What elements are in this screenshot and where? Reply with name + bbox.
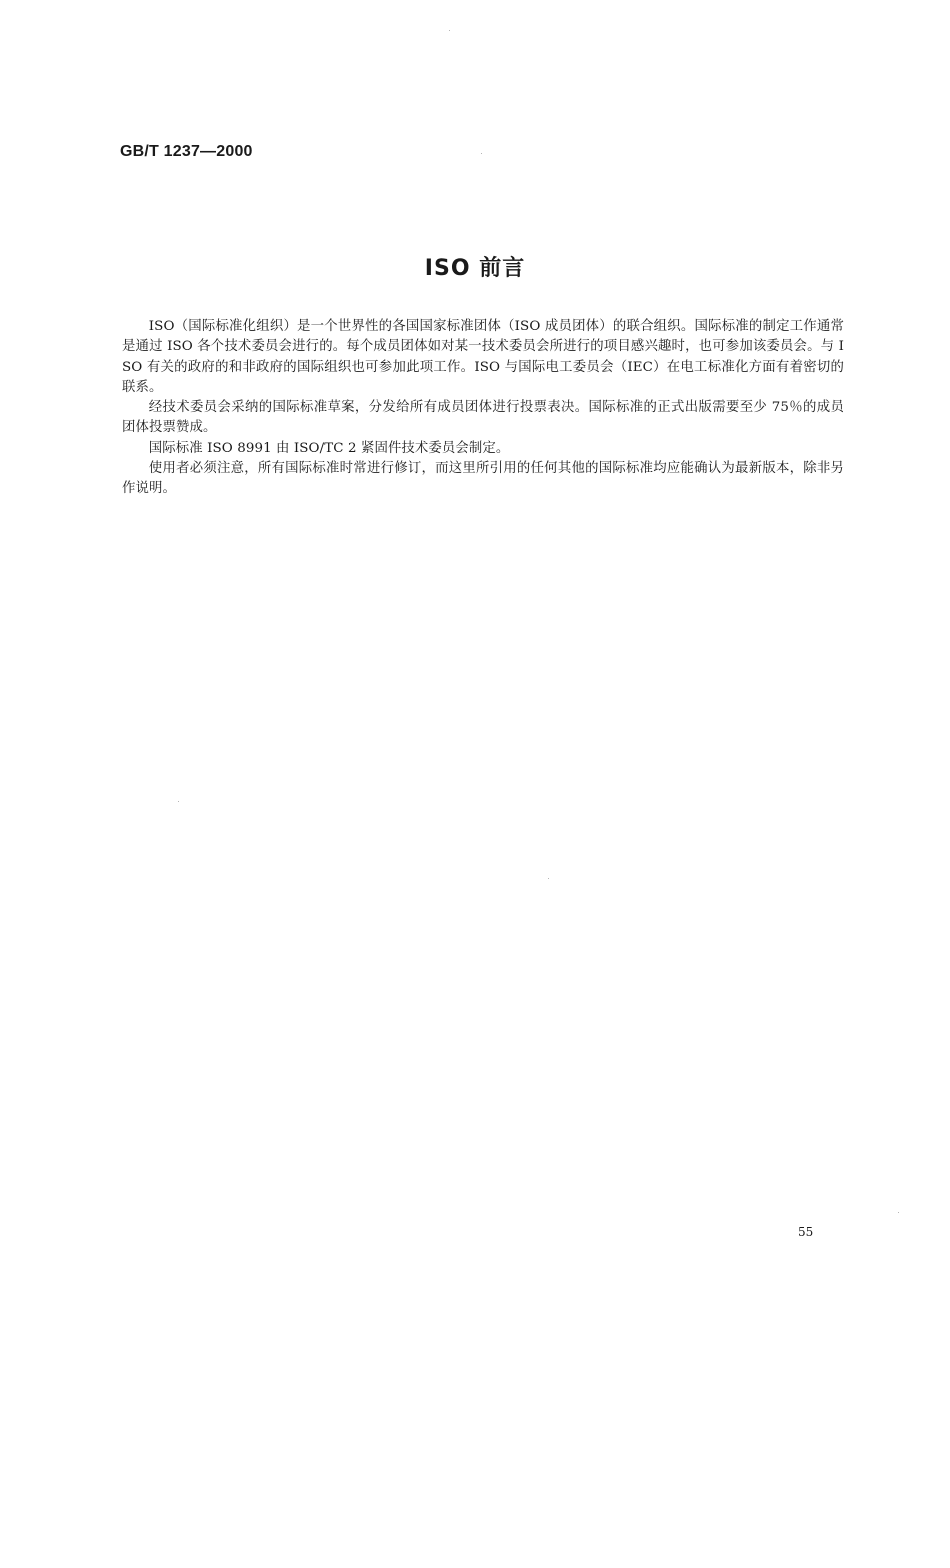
scan-speck bbox=[898, 1212, 899, 1213]
scan-speck bbox=[178, 801, 179, 802]
standard-code: GB/T 1237—2000 bbox=[120, 143, 253, 160]
page-title: ISO 前言 bbox=[424, 256, 526, 281]
body-text bbox=[122, 317, 844, 500]
scan-speck bbox=[548, 878, 549, 879]
scan-speck bbox=[449, 30, 450, 31]
page-number: 55 bbox=[798, 1225, 814, 1239]
paragraph-committee: 国际标准 ISO 8991 由 ISO/TC 2 紧固件技术委员会制定。 bbox=[148, 440, 510, 456]
paragraph-iso-intro: ISO（国际标准化组织）是一个世界性的各国国家标准团体（ISO 成员团体）的联合组织。国际标准的制定工作通常是通过 ISO 各个技术委员会进行的。每个成员团体如对某一技术委员会所进行的项目感兴趣时，也可参加该委员会。与 ISO 有关的政府的和非政府的国际组织也可参加此项工作。ISO 与国际电工委员会（IEC）在电工标准化方面有着密切的联系。 bbox=[122, 319, 844, 395]
scan-speck bbox=[481, 153, 482, 154]
paragraph-voting: 经技术委员会采纳的国际标准草案，分发给所有成员团体进行投票表决。国际标准的正式出版需要至少 75％的成员团体投票赞成。 bbox=[122, 400, 844, 436]
paragraph-revision-notice: 使用者必须注意，所有国际标准时常进行修订，而这里所引用的任何其他的国际标准均应能确认为最新版本，除非另作说明。 bbox=[122, 461, 844, 497]
